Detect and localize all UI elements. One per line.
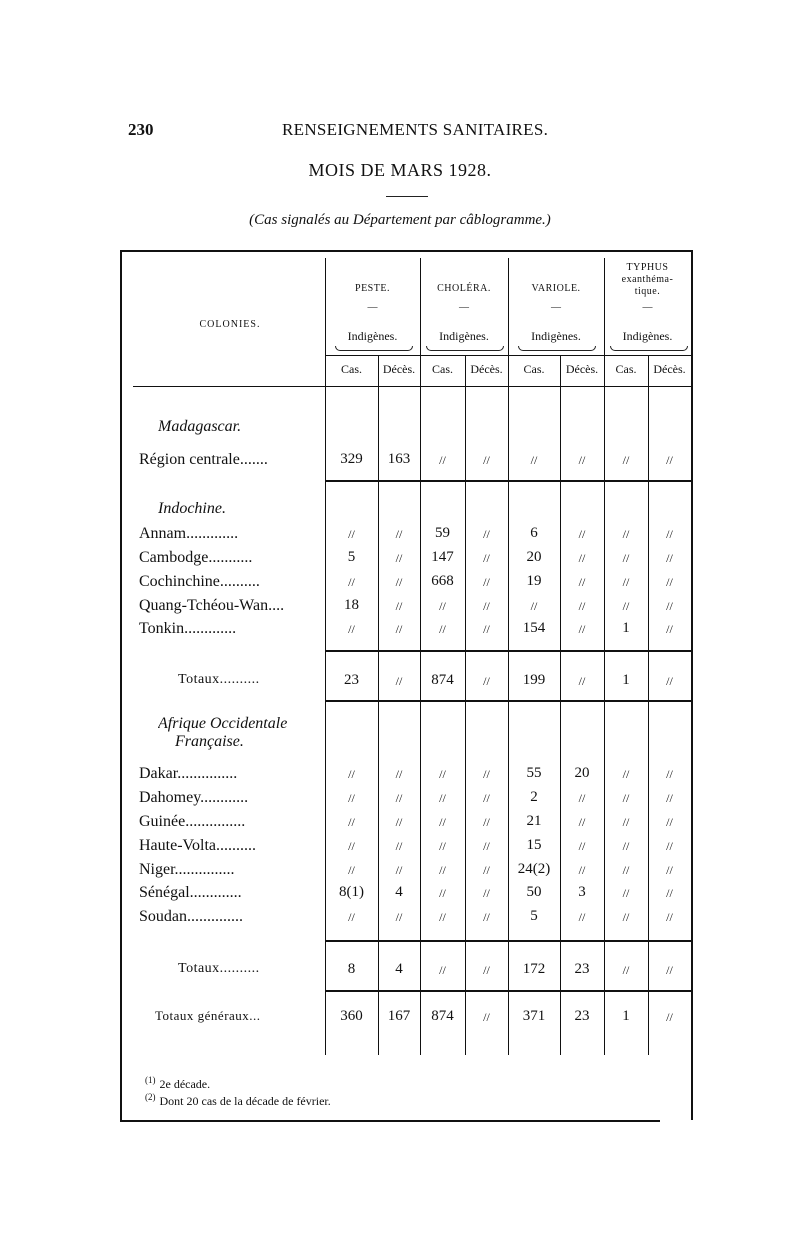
row-label: Dakar............... [139,765,238,782]
section-rule [325,480,691,482]
subheader-rule [325,355,691,356]
table-cell: 2 [530,789,538,805]
table-cell: // [666,839,673,853]
table-cell: // [666,527,673,541]
table-cell: // [483,551,490,565]
group-dash: — [642,302,653,313]
month-title: MOIS DE MARS 1928. [308,160,492,180]
section-label: Indochine. [158,500,226,517]
table-cell: 199 [522,672,546,688]
group-header: PESTE. [355,283,390,294]
row-label: Niger............... [139,861,235,878]
table-cell: // [395,575,403,589]
table-cell: // [483,622,490,636]
table-cell: // [483,839,490,853]
column-rule [604,258,605,1055]
table-cell: // [395,551,403,565]
indigenes-brace [335,346,413,351]
table-cell: // [439,599,446,613]
table-cell: // [439,910,446,924]
row-label: Haute-Volta.......... [139,837,257,854]
table-cell: // [483,767,490,781]
table-cell: 6 [530,525,538,541]
table-cell: 19 [526,573,542,589]
table-cell: // [395,622,403,636]
table-cell: // [666,863,673,877]
total-label: Totaux.......... [178,961,260,976]
table-cell: 24(2) [517,861,551,877]
table-cell: // [439,886,446,900]
section-label: Afrique Occidentale [158,715,288,732]
table-cell: // [395,863,403,877]
footnote-2 [145,1092,331,1109]
table-cell: 874 [431,1008,454,1024]
group-header: TYPHUS [626,262,669,273]
column-rule [325,258,326,1055]
table-cell: // [439,863,446,877]
row-label: Sénégal............. [139,884,242,901]
table-cell: // [530,599,538,613]
table-cell: // [578,791,586,805]
table-cell: 147 [431,549,454,565]
table-cell: // [439,767,446,781]
subheader-cell: Décès. [470,362,503,376]
table-cell: 20 [526,549,542,565]
section-rule [325,700,691,702]
table-cell: // [395,791,403,805]
table-cell: 167 [387,1008,411,1024]
running-title: RENSEIGNEMENTS SANITAIRES. [282,120,549,139]
group-header: tique. [634,286,661,297]
table-cell: 5 [347,549,356,565]
table-cell: // [666,910,673,924]
table-cell: // [395,527,403,541]
table-cell: 59 [435,525,450,541]
table-cell: // [578,910,586,924]
table-cell: 23 [574,1008,590,1024]
subheader-cell: Décès. [382,362,416,376]
table-cell: 329 [340,451,363,467]
footnote-mark: (1) [145,1075,156,1085]
table-cell: // [483,963,490,977]
table-cell: // [578,575,586,589]
table-cell: // [666,575,673,589]
table-cell: 371 [522,1008,546,1024]
table-cell: // [348,839,355,853]
table-cell: // [483,910,490,924]
group-dash: — [551,302,561,313]
table-cell: 4 [395,884,403,900]
subheader-cell: Cas. [432,362,453,376]
table-cell: 5 [530,908,538,924]
table-cell: // [348,527,355,541]
table-cell: // [483,674,490,688]
table-cell: // [578,863,586,877]
table-cell: // [666,674,673,688]
indigenes-brace [610,346,688,351]
indigenes-label: Indigènes. [622,329,673,343]
table-cell: // [666,1010,673,1024]
table-cell: // [395,839,403,853]
table-cell: 360 [340,1008,363,1024]
table-cell: // [666,599,673,613]
section-rule [325,940,691,942]
table-cell: // [483,863,490,877]
group-header: exanthéma- [621,274,674,285]
table-cell: // [578,527,586,541]
table-cell: 3 [578,884,586,900]
table-cell: // [622,839,630,853]
group-dash: — [367,302,378,313]
table-cell: // [348,767,355,781]
subtitle: (Cas signalés au Département par câblogramme.) [249,212,551,228]
section-rule [325,990,691,992]
table-cell: 8(1) [339,884,364,900]
table-cell: // [622,551,630,565]
row-label: Cambodge........... [139,549,253,566]
table-cell: // [439,815,446,829]
table-cell: 23 [574,961,590,977]
table-cell: // [666,551,673,565]
table-cell: // [666,767,673,781]
table-cell: // [666,791,673,805]
table-cell: 668 [431,573,454,589]
table-cell: // [348,910,355,924]
table-cell: 163 [387,451,411,467]
table-cell: // [622,599,630,613]
section-label: Française. [175,733,244,750]
subheader-cell: Décès. [653,362,686,376]
indigenes-brace [426,346,504,351]
footnote-text: Dont 20 cas de la décade de février. [159,1094,331,1108]
row-label: Région centrale....... [139,451,268,468]
table-cell: // [530,453,538,467]
table-cell: // [622,575,630,589]
table-cell: // [348,791,355,805]
table-cell: // [483,599,490,613]
indigenes-label: Indigènes. [347,329,398,343]
row-label: Annam............. [139,525,239,542]
table-cell: 18 [344,597,359,613]
table-cell: // [395,910,403,924]
table-cell: // [666,453,673,467]
page-number: 230 [128,120,154,139]
row-label: Tonkin............. [139,620,237,637]
table-cell: // [666,815,673,829]
table-cell: // [395,674,403,688]
column-rule [508,258,509,1055]
table-cell: 1 [622,620,630,636]
table-cell: // [622,527,630,541]
table-cell: 20 [574,765,590,781]
table-cell: // [666,886,673,900]
table-cell: // [578,674,586,688]
table-cell: // [483,527,490,541]
title-rule [386,196,428,197]
table-cell: 1 [622,1008,630,1024]
table-cell: // [622,886,630,900]
table-frame-bottom [120,1120,660,1122]
table-cell: // [578,599,586,613]
subheader-cell: Cas. [341,362,362,376]
table-cell: // [348,863,355,877]
table-cell: // [483,575,490,589]
table-cell: // [578,453,586,467]
column-rule [420,258,421,1055]
table-cell: // [666,963,673,977]
table-cell: // [395,599,403,613]
indigenes-brace [518,346,596,351]
table-cell: 4 [395,961,403,977]
group-header: CHOLÉRA. [437,283,491,294]
table-cell: // [483,791,490,805]
table-cell: // [439,839,446,853]
table-cell: // [578,839,586,853]
subheader-cell: Cas. [615,362,637,376]
table-cell: // [622,963,630,977]
table-cell: // [483,453,490,467]
table-cell: // [439,622,446,636]
table-cell: // [622,453,630,467]
table-cell: // [348,575,355,589]
table-cell: // [439,791,446,805]
table-cell: // [395,767,403,781]
table-cell: 50 [526,884,542,900]
table-cell: 154 [522,620,546,636]
footnote-1 [145,1075,210,1092]
table-cell: 21 [526,813,542,829]
table-cell: // [666,622,673,636]
row-label: Quang-Tchéou-Wan.... [139,597,285,614]
table-cell: // [622,791,630,805]
table-cell: // [622,910,630,924]
section-label: Madagascar. [158,418,242,435]
colonies-header: COLONIES. [199,319,261,330]
row-label: Soudan.............. [139,908,243,925]
table-cell: // [578,622,586,636]
table-cell: // [578,815,586,829]
table-cell: // [483,886,490,900]
group-dash: — [459,302,469,313]
table-cell: // [483,815,490,829]
table-cell: 172 [522,961,546,977]
table-cell: 8 [347,961,356,977]
row-label: Cochinchine.......... [139,573,260,590]
table-cell: // [439,453,446,467]
table-cell: 1 [622,672,630,688]
table-cell: // [348,815,355,829]
row-label: Guinée............... [139,813,246,830]
table-cell: // [622,863,630,877]
table-cell: // [348,622,355,636]
table-cell: 15 [526,837,542,853]
indigenes-label: Indigènes. [439,329,489,343]
section-rule [325,650,691,652]
indigenes-label: Indigènes. [531,329,581,343]
subheader-cell: Décès. [565,362,599,376]
subheader-cell: Cas. [523,362,545,376]
table-cell: // [622,815,630,829]
table-cell: 55 [526,765,542,781]
table-cell: // [622,767,630,781]
table-cell: // [395,815,403,829]
total-label: Totaux.......... [178,672,260,687]
grand-total-label: Totaux généraux... [155,1008,261,1023]
table-cell: // [439,963,446,977]
table-cell: // [483,1010,490,1024]
footnote-text: 2e décade. [159,1077,211,1091]
row-label: Dahomey............ [139,789,249,806]
table-cell: 23 [344,672,359,688]
group-header: VARIOLE. [531,283,581,294]
header-rule [133,386,691,387]
table-cell: 874 [431,672,454,688]
footnote-mark: (2) [145,1092,156,1102]
table-cell: // [578,551,586,565]
